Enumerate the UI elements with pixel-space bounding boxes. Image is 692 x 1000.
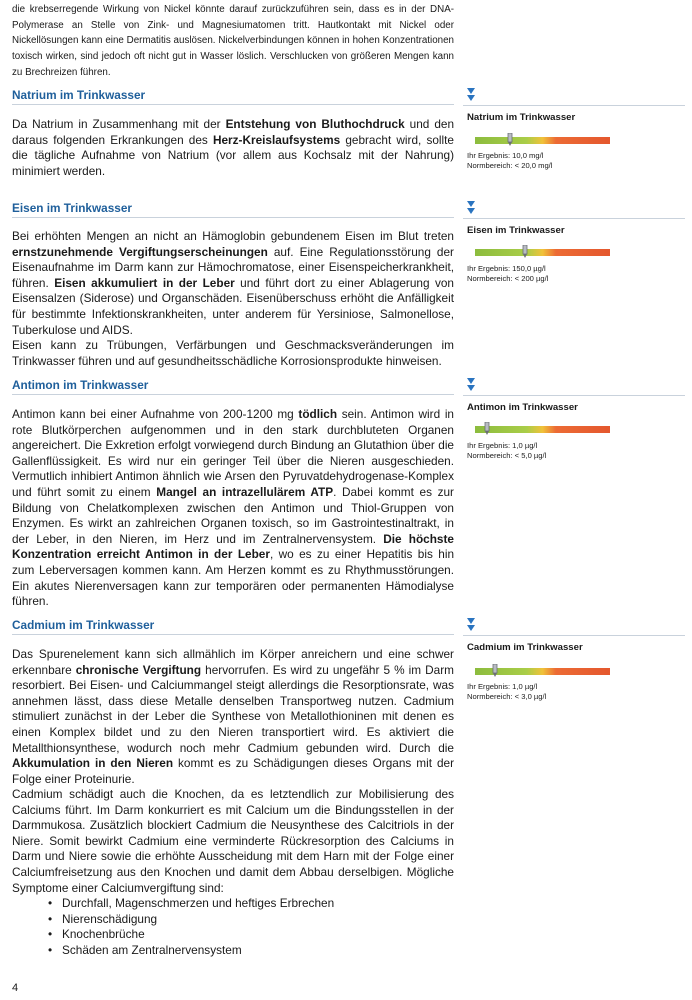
antimon-paragraph: Antimon kann bei einer Aufnahme von 200-1200 mg tödlich sein. Antimon wird in rote Blutkörperchen aufgenommen und in den stark durchbluteten Organen angereichert. Die Exkretion erfolgt vorwiegend durch Bindung an Glutathion über die Gallenflüssigkeit. Es wird nur ein geringer Teil über die Nieren ausgeschieden. Vermutlich inhibiert Antimon ähnlich wie Arsen den Pyruvatdehydrogenase-Komplex und führt somit zu einem Mangel an intrazellulärem ATP. Dabei kommt es zur Bildung von Chelatkomplexen zwischen den Antimon und Thiol-Gruppen von Enzymen. Es wirkt an zahlreichen Organen toxisch, so im Gastrointestinaltrakt, in der Leber, in den Nieren, im Herz und im Zentralnervensystem. Die höchste Konzentration erreicht Antimon in der Leber, wo es zu einer Hepatitis bis hin zum Leberversagen kommen kann. Am Herzen kommt es zu Rhythmusstörungen. Ein akutes Nierenversagen kann zur temporären oder permanenten Hämodialyse führen. bbox=[12, 407, 454, 609]
natrium-side-title: Natrium im Trinkwasser bbox=[467, 112, 576, 123]
antimon-heading: Antimon im Trinkwasser bbox=[12, 378, 149, 392]
cadmium-paragraph-1: Das Spurenelement kann sich allmählich im Körper anreichern und eine schwer erkennbare chronische Vergiftung hervorrufen. Es wird zu ungefähr 5 % im Darm resorbiert. Bei Eisen- und Calciummangel steigt allerdings die Resorptionsrate, was annehmen lässt, dass diese Metalle denselben Transportweg nutzen. Cadmium stimuliert zunächst in der Leber die Synthese von Metallothioninen mit denen es einen Komplex bildet und zu den Nieren transportiert wird. Es aktiviert die Metallthionsynthese, wodurch noch mehr Cadmium gebunden wird. Durch die Akkumulation in den Nieren kommt es zu Schädigungen dieses Organs mit der Folge einer Proteinurie. bbox=[12, 647, 454, 786]
antimon-result: Ihr Ergebnis: 1,0 µg/l bbox=[467, 441, 538, 450]
list-item: • Nierenschädigung bbox=[48, 912, 334, 928]
list-item: • Knochenbrüche bbox=[48, 927, 334, 943]
eisen-norm: Normbereich: < 200 µg/l bbox=[467, 274, 549, 283]
eisen-paragraph-2: Eisen kann zu Trübungen, Verfärbungen und Geschmacksveränderungen im Trinkwasser führen und auf gesundheitsschädliche Korrosionsprodukte hinweisen. bbox=[12, 338, 454, 368]
natrium-heading: Natrium im Trinkwasser bbox=[12, 88, 146, 102]
gauge-needle-icon bbox=[507, 133, 513, 146]
natrium-side-divider bbox=[463, 105, 685, 106]
eisen-divider bbox=[12, 217, 454, 218]
natrium-result: Ihr Ergebnis: 10,0 mg/l bbox=[467, 151, 544, 160]
cadmium-paragraph-2: Cadmium schädigt auch die Knochen, da es letztendlich zur Mobilisierung des Calciums führt. Im Darm konkurriert es mit Calcium um die Bindungsstellen in der Darmmukosa. Zusätzlich blockiert Cadmium die Neusynthese des Calcitriols in der Niere. Somit bewirkt Cadmium eine verminderte Rückresorption des Calciums in Darm und Niere sowie die erhöhte Ausscheidung mit dem Harn mit der Folge einer Calciumfreisetzung aus den Knochen und damit dem Abbau derselbigen. Mögliche Symptome einer Calciumvergiftung sind: bbox=[12, 787, 454, 895]
gauge-needle-icon bbox=[484, 422, 490, 435]
antimon-divider bbox=[12, 394, 454, 395]
cadmium-side-divider bbox=[463, 635, 685, 636]
natrium-divider bbox=[12, 104, 454, 105]
gauge-needle-icon bbox=[522, 245, 528, 258]
antimon-side-divider bbox=[463, 395, 685, 396]
eisen-side-divider bbox=[463, 218, 685, 219]
eisen-heading: Eisen im Trinkwasser bbox=[12, 201, 132, 215]
gauge-needle-icon bbox=[492, 664, 498, 677]
natrium-gauge-bar bbox=[475, 137, 610, 144]
cadmium-side-title: Cadmium im Trinkwasser bbox=[467, 642, 583, 653]
natrium-paragraph: Da Natrium in Zusammenhang mit der Entstehung von Bluthochdruck und den daraus folgenden Erkrankungen des Herz-Kreislaufsystems gebracht wird, sollte die tägliche Aufnahme von Natrium (vor allem aus Kochsalz mit der Nahrung) minimiert werden. bbox=[12, 117, 454, 178]
natrium-norm: Normbereich: < 20,0 mg/l bbox=[467, 161, 553, 170]
eisen-gauge-bar bbox=[475, 249, 610, 256]
triangle-marker-icon bbox=[466, 88, 476, 102]
cadmium-result: Ihr Ergebnis: 1,0 µg/l bbox=[467, 682, 538, 691]
antimon-side-title: Antimon im Trinkwasser bbox=[467, 402, 578, 413]
eisen-result: Ihr Ergebnis: 150,0 µg/l bbox=[467, 264, 546, 273]
list-item: • Durchfall, Magenschmerzen und heftiges Erbrechen bbox=[48, 896, 334, 912]
page-number: 4 bbox=[12, 982, 19, 994]
antimon-gauge-bar bbox=[475, 426, 610, 433]
list-item: • Schäden am Zentralnervensystem bbox=[48, 943, 334, 959]
cadmium-heading: Cadmium im Trinkwasser bbox=[12, 618, 155, 632]
symptom-list bbox=[48, 896, 334, 958]
antimon-norm: Normbereich: < 5,0 µg/l bbox=[467, 451, 547, 460]
eisen-paragraph-1: Bei erhöhten Mengen an nicht an Hämoglobin gebundenem Eisen im Blut treten ernstzunehmende Vergiftungserscheinungen auf. Eine Regulationsstörung der Eisenaufnahme im Darm kann zur Hämochromatose, einer Eisenspeicherkrankheit, führen. Eisen akkumuliert in der Leber und führt dort zu einer Ablagerung von Eisensalzen (Siderose) und Organschäden. Eisenüberschuss erhöht die Anfälligkeit für bestimmte Infektionskrankheiten, unter anderem für Yersiniose, Salmonellose, Tuberkulose und AIDS. bbox=[12, 229, 454, 337]
eisen-side-title: Eisen im Trinkwasser bbox=[467, 225, 565, 236]
triangle-marker-icon bbox=[466, 378, 476, 392]
triangle-marker-icon bbox=[466, 618, 476, 632]
intro-paragraph: die krebserregende Wirkung von Nickel könnte darauf zurückzuführen sein, dass es in der DNA-Polymerase an Stelle von Zink- und Magnesiumatomen tritt. Hautkontakt mit Nickel oder Nickellösungen kann eine Dermatitis auslösen. Nickelverbindungen können in hohen Konzentrationen toxisch wirken, sind jedoch oft nicht gut in Wasser löslich. Verschlucken von größeren Mengen kann zu Brechreizen führen. bbox=[12, 4, 454, 78]
cadmium-divider bbox=[12, 634, 454, 635]
cadmium-norm: Normbereich: < 3,0 µg/l bbox=[467, 692, 547, 701]
triangle-marker-icon bbox=[466, 201, 476, 215]
